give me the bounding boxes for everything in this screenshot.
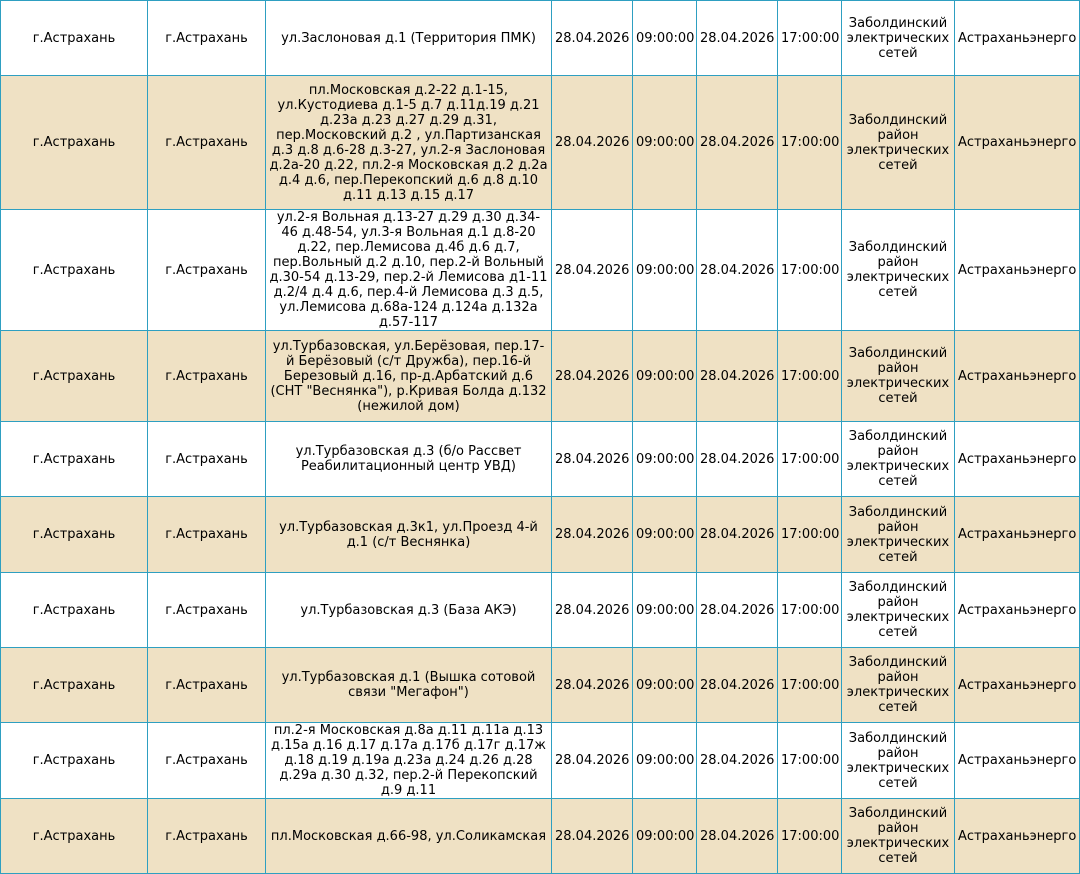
end-time-cell: 17:00:00 bbox=[778, 76, 842, 210]
org-cell: Астраханьэнерго bbox=[955, 723, 1080, 799]
district-cell: г.Астрахань bbox=[1, 723, 148, 799]
table-row bbox=[1, 799, 1080, 874]
org-cell: Астраханьэнерго bbox=[955, 648, 1080, 723]
end-date-cell: 28.04.2026 bbox=[697, 723, 778, 799]
network-cell: Заболдинский электрических сетей bbox=[842, 1, 955, 76]
address-cell: пл.Московская д.66-98, ул.Соликамская bbox=[266, 799, 552, 874]
district-cell: г.Астрахань bbox=[1, 648, 148, 723]
network-cell: Заболдинский район электрических сетей bbox=[842, 210, 955, 331]
end-time-cell: 17:00:00 bbox=[778, 497, 842, 573]
table-row bbox=[1, 210, 1080, 331]
start-date-cell: 28.04.2026 bbox=[552, 76, 633, 210]
start-time-cell: 09:00:00 bbox=[633, 76, 697, 210]
org-cell: Астраханьэнерго bbox=[955, 422, 1080, 497]
start-time-cell: 09:00:00 bbox=[633, 573, 697, 648]
start-time-cell: 09:00:00 bbox=[633, 648, 697, 723]
table-row bbox=[1, 573, 1080, 648]
org-cell: Астраханьэнерго bbox=[955, 76, 1080, 210]
end-time-cell: 17:00:00 bbox=[778, 422, 842, 497]
address-cell: пл.Московская д.2-22 д.1-15, ул.Кустодиева д.1-5 д.7 д.11д.19 д.21 д.23а д.23 д.27 д.29 д.31, пер.Московский д.2 , ул.Партизанская д.3 д.8 д.6-28 д.3-27, ул.2-я Заслоновая д.2а-20 д.22, пл.2-я Московская д.2 д.2а д.4 д.6, пер.Перекопский д.6 д.8 д.10 д.11 д.13 д.15 д.17 bbox=[266, 76, 552, 210]
table-row bbox=[1, 1, 1080, 76]
end-time-cell: 17:00:00 bbox=[778, 331, 842, 422]
address-cell: ул.Турбазовская д.3к1, ул.Проезд 4-й д.1 (с/т Веснянка) bbox=[266, 497, 552, 573]
table-row bbox=[1, 76, 1080, 210]
city-cell: г.Астрахань bbox=[148, 76, 266, 210]
network-cell: Заболдинский район электрических сетей bbox=[842, 76, 955, 210]
start-time-cell: 09:00:00 bbox=[633, 210, 697, 331]
address-cell: ул.Турбазовская, ул.Берёзовая, пер.17-й Берёзовый (с/т Дружба), пер.16-й Березовый д.16, пр-д.Арбатский д.6 (СНТ "Веснянка"), р.Кривая Болда д.132 (нежилой дом) bbox=[266, 331, 552, 422]
end-date-cell: 28.04.2026 bbox=[697, 210, 778, 331]
network-cell: Заболдинский район электрических сетей bbox=[842, 799, 955, 874]
table-row bbox=[1, 331, 1080, 422]
org-cell: Астраханьэнерго bbox=[955, 1, 1080, 76]
address-cell: пл.2-я Московская д.8а д.11 д.11а д.13 д.15а д.16 д.17 д.17а д.17б д.17г д.17ж д.18 д.19 д.19а д.23а д.24 д.26 д.28 д.29а д.30 д.32, пер.2-й Перекопский д.9 д.11 bbox=[266, 723, 552, 799]
start-date-cell: 28.04.2026 bbox=[552, 723, 633, 799]
district-cell: г.Астрахань bbox=[1, 76, 148, 210]
end-date-cell: 28.04.2026 bbox=[697, 1, 778, 76]
district-cell: г.Астрахань bbox=[1, 573, 148, 648]
start-time-cell: 09:00:00 bbox=[633, 422, 697, 497]
address-cell: ул.Турбазовская д.1 (Вышка сотовой связи "Мегафон") bbox=[266, 648, 552, 723]
address-cell: ул.Заслоновая д.1 (Территория ПМК) bbox=[266, 1, 552, 76]
org-cell: Астраханьэнерго bbox=[955, 573, 1080, 648]
address-cell: ул.2-я Вольная д.13-27 д.29 д.30 д.34-46 д.48-54, ул.3-я Вольная д.1 д.8-20 д.22, пер.Лемисова д.4б д.6 д.7, пер.Вольный д.2 д.10, пер.2-й Вольный д.30-54 д.13-29, пер.2-й Лемисова д1-11 д.2/4 д.4 д.6, пер.4-й Лемисова д.3 д.5, ул.Лемисова д.68а-124 д.124а д.132а д.57-117 bbox=[266, 210, 552, 331]
end-time-cell: 17:00:00 bbox=[778, 723, 842, 799]
start-date-cell: 28.04.2026 bbox=[552, 331, 633, 422]
start-time-cell: 09:00:00 bbox=[633, 723, 697, 799]
start-time-cell: 09:00:00 bbox=[633, 799, 697, 874]
district-cell: г.Астрахань bbox=[1, 331, 148, 422]
org-cell: Астраханьэнерго bbox=[955, 497, 1080, 573]
start-date-cell: 28.04.2026 bbox=[552, 497, 633, 573]
end-time-cell: 17:00:00 bbox=[778, 648, 842, 723]
city-cell: г.Астрахань bbox=[148, 1, 266, 76]
district-cell: г.Астрахань bbox=[1, 799, 148, 874]
start-time-cell: 09:00:00 bbox=[633, 331, 697, 422]
end-time-cell: 17:00:00 bbox=[778, 799, 842, 874]
district-cell: г.Астрахань bbox=[1, 210, 148, 331]
start-time-cell: 09:00:00 bbox=[633, 1, 697, 76]
network-cell: Заболдинский район электрических сетей bbox=[842, 723, 955, 799]
district-cell: г.Астрахань bbox=[1, 1, 148, 76]
end-date-cell: 28.04.2026 bbox=[697, 648, 778, 723]
city-cell: г.Астрахань bbox=[148, 723, 266, 799]
city-cell: г.Астрахань bbox=[148, 422, 266, 497]
org-cell: Астраханьэнерго bbox=[955, 331, 1080, 422]
district-cell: г.Астрахань bbox=[1, 422, 148, 497]
end-date-cell: 28.04.2026 bbox=[697, 573, 778, 648]
city-cell: г.Астрахань bbox=[148, 497, 266, 573]
district-cell: г.Астрахань bbox=[1, 497, 148, 573]
start-date-cell: 28.04.2026 bbox=[552, 1, 633, 76]
city-cell: г.Астрахань bbox=[148, 210, 266, 331]
city-cell: г.Астрахань bbox=[148, 331, 266, 422]
table-row bbox=[1, 648, 1080, 723]
table-row bbox=[1, 723, 1080, 799]
address-cell: ул.Турбазовская д.3 (База АКЭ) bbox=[266, 573, 552, 648]
org-cell: Астраханьэнерго bbox=[955, 210, 1080, 331]
start-date-cell: 28.04.2026 bbox=[552, 573, 633, 648]
table-row bbox=[1, 422, 1080, 497]
city-cell: г.Астрахань bbox=[148, 573, 266, 648]
start-time-cell: 09:00:00 bbox=[633, 497, 697, 573]
end-time-cell: 17:00:00 bbox=[778, 1, 842, 76]
table-body bbox=[1, 1, 1080, 874]
end-date-cell: 28.04.2026 bbox=[697, 76, 778, 210]
network-cell: Заболдинский район электрических сетей bbox=[842, 573, 955, 648]
start-date-cell: 28.04.2026 bbox=[552, 422, 633, 497]
network-cell: Заболдинский район электрических сетей bbox=[842, 648, 955, 723]
start-date-cell: 28.04.2026 bbox=[552, 648, 633, 723]
city-cell: г.Астрахань bbox=[148, 799, 266, 874]
end-date-cell: 28.04.2026 bbox=[697, 331, 778, 422]
address-cell: ул.Турбазовская д.3 (б/о Рассвет Реабилитационный центр УВД) bbox=[266, 422, 552, 497]
city-cell: г.Астрахань bbox=[148, 648, 266, 723]
start-date-cell: 28.04.2026 bbox=[552, 210, 633, 331]
end-date-cell: 28.04.2026 bbox=[697, 497, 778, 573]
end-time-cell: 17:00:00 bbox=[778, 210, 842, 331]
org-cell: Астраханьэнерго bbox=[955, 799, 1080, 874]
network-cell: Заболдинский район электрических сетей bbox=[842, 497, 955, 573]
network-cell: Заболдинский район электрических сетей bbox=[842, 331, 955, 422]
network-cell: Заболдинский район электрических сетей bbox=[842, 422, 955, 497]
start-date-cell: 28.04.2026 bbox=[552, 799, 633, 874]
end-date-cell: 28.04.2026 bbox=[697, 799, 778, 874]
end-time-cell: 17:00:00 bbox=[778, 573, 842, 648]
end-date-cell: 28.04.2026 bbox=[697, 422, 778, 497]
table-row bbox=[1, 497, 1080, 573]
